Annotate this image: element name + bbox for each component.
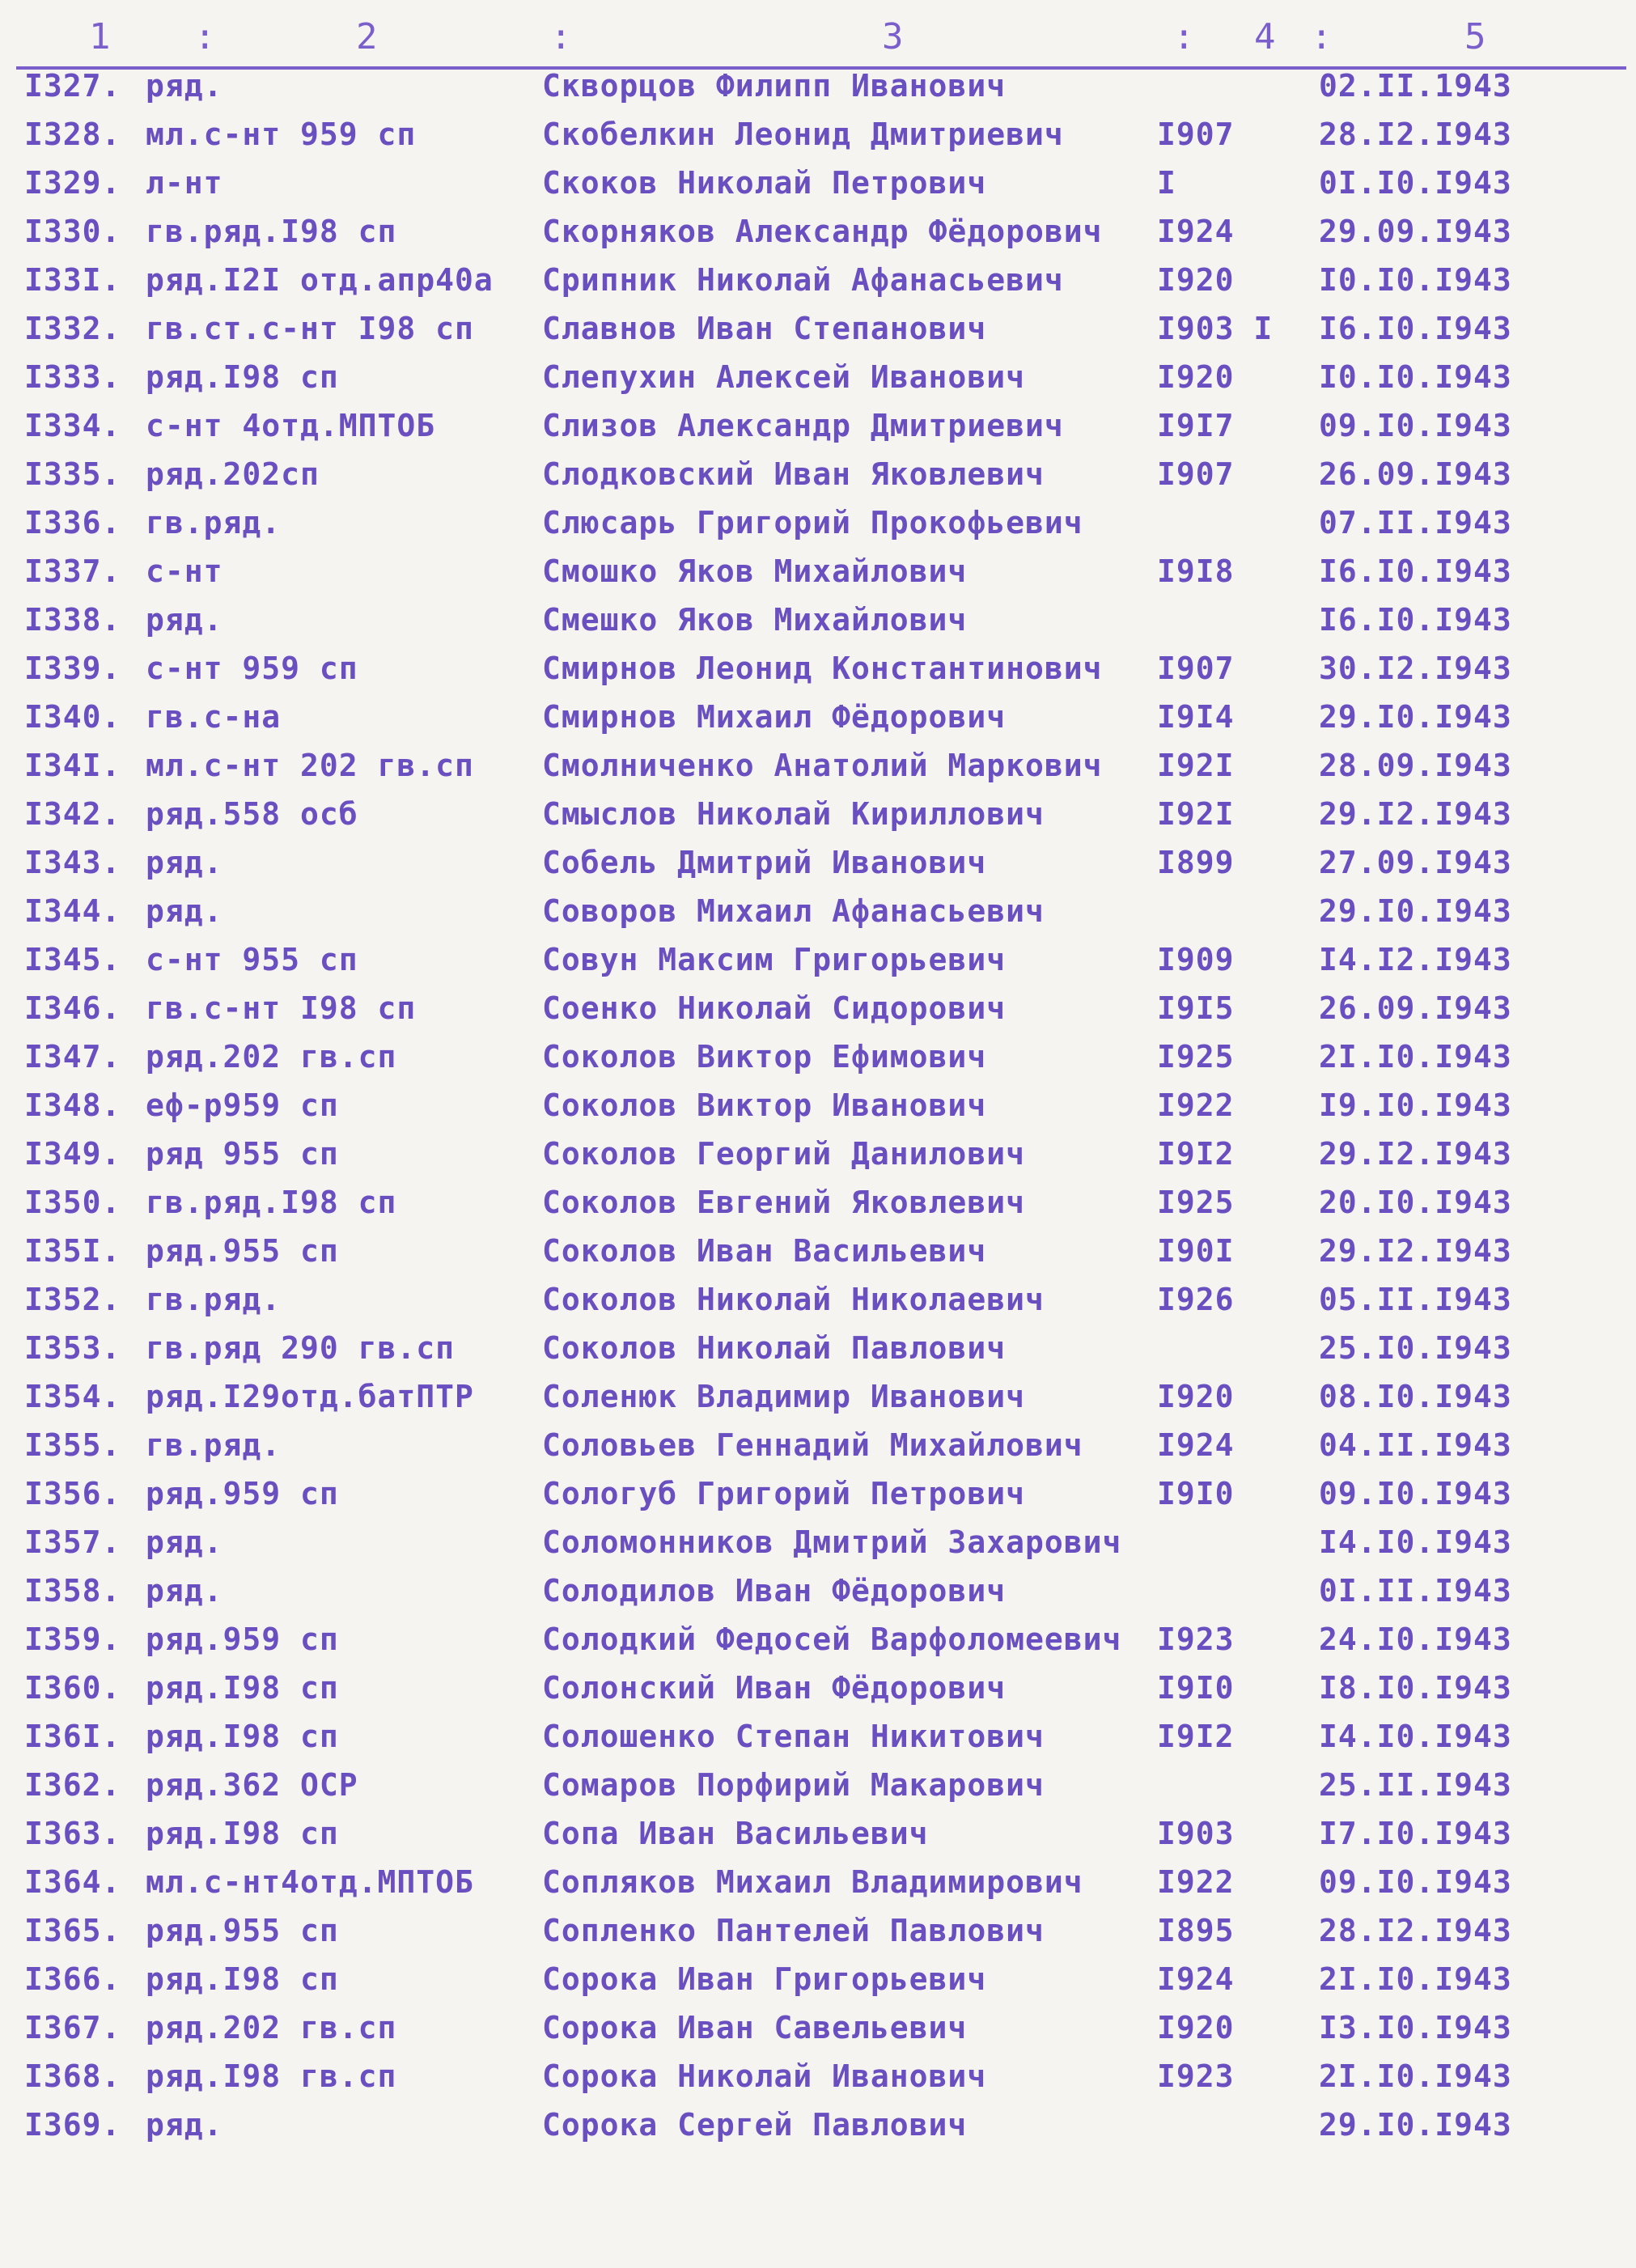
record-row	[0, 107, 1618, 155]
record-rank-unit: ряд.	[146, 1524, 223, 1560]
record-death-date: I7.I0.I943	[1319, 1816, 1512, 1851]
record-row	[0, 1126, 1618, 1175]
record-number: I339.	[24, 651, 121, 686]
record-death-date: I6.I0.I943	[1319, 311, 1512, 346]
record-row	[0, 1272, 1618, 1321]
record-birth-year: I920	[1157, 262, 1235, 298]
record-full-name: Скворцов Филипп Иванович	[542, 68, 1007, 104]
record-death-date: 20.I0.I943	[1319, 1185, 1512, 1220]
record-row	[0, 884, 1618, 932]
record-full-name: Сорока Сергей Павлович	[542, 2107, 968, 2143]
record-birth-year: I922	[1157, 1087, 1235, 1123]
record-birth-year: I924	[1157, 214, 1235, 249]
record-full-name: Соколов Евгений Яковлевич	[542, 1185, 1025, 1220]
record-birth-year: I925	[1157, 1185, 1235, 1220]
record-full-name: Смирнов Леонид Константинович	[542, 651, 1103, 686]
record-number: I327.	[24, 68, 121, 104]
record-row	[0, 1466, 1618, 1515]
record-rank-unit: мл.с-нт 202 гв.сп	[146, 748, 474, 783]
record-death-date: 0I.I0.I943	[1319, 165, 1512, 201]
record-rank-unit: ряд.	[146, 893, 223, 929]
record-full-name: Смыслов Николай Кириллович	[542, 796, 1045, 832]
record-row	[0, 58, 1618, 107]
record-row	[0, 155, 1618, 204]
record-rank-unit: ряд.I98 сп	[146, 359, 339, 395]
record-full-name: Сорока Николай Иванович	[542, 2058, 987, 2094]
record-row	[0, 2097, 1618, 2146]
record-row	[0, 350, 1618, 398]
record-birth-year: I9I8	[1157, 553, 1235, 589]
record-death-date: 04.II.I943	[1319, 1427, 1512, 1463]
record-birth-year: I907	[1157, 456, 1235, 492]
record-rank-unit: ряд.955 сп	[146, 1913, 339, 1948]
record-death-date: I0.I0.I943	[1319, 262, 1512, 298]
record-full-name: Солодкий Федосей Варфоломеевич	[542, 1622, 1122, 1657]
record-rank-unit: ряд.202сп	[146, 456, 320, 492]
record-row	[0, 738, 1618, 786]
record-birth-year: I92I	[1157, 796, 1235, 832]
record-full-name: Соенко Николай Сидорович	[542, 990, 1007, 1026]
record-rank-unit: гв.ряд.	[146, 1282, 282, 1317]
record-full-name: Солонский Иван Фёдорович	[542, 1670, 1007, 1706]
record-number: I340.	[24, 699, 121, 735]
column-separator: :	[1173, 16, 1197, 57]
record-birth-year: I907	[1157, 117, 1235, 152]
record-number: I347.	[24, 1039, 121, 1075]
record-rank-unit: мл.с-нт 959 сп	[146, 117, 417, 152]
record-number: I368.	[24, 2058, 121, 2094]
record-birth-year: I907	[1157, 651, 1235, 686]
record-birth-year: I924	[1157, 1427, 1235, 1463]
record-death-date: 29.I2.I943	[1319, 1136, 1512, 1172]
record-full-name: Соловьев Геннадий Михайлович	[542, 1427, 1083, 1463]
record-row	[0, 641, 1618, 689]
record-full-name: Скорняков Александр Фёдорович	[542, 214, 1103, 249]
record-death-date: 29.I2.I943	[1319, 1233, 1512, 1269]
record-row	[0, 1855, 1618, 1903]
record-row	[0, 1563, 1618, 1612]
record-death-date: I4.I2.I943	[1319, 942, 1512, 977]
record-death-date: 29.I0.I943	[1319, 699, 1512, 735]
record-birth-year: I9I7	[1157, 408, 1235, 443]
record-death-date: 05.II.I943	[1319, 1282, 1512, 1317]
record-death-date: 29.I0.I943	[1319, 2107, 1512, 2143]
record-full-name: Сомаров Порфирий Макарович	[542, 1767, 1045, 1803]
record-rank-unit: ряд.955 сп	[146, 1233, 339, 1269]
record-full-name: Сорока Иван Григорьевич	[542, 1961, 987, 1997]
record-row	[0, 1757, 1618, 1806]
record-rank-unit: ряд.202 гв.сп	[146, 2010, 397, 2045]
record-full-name: Соколов Николай Павлович	[542, 1330, 1007, 1366]
record-full-name: Соколов Иван Васильевич	[542, 1233, 987, 1269]
record-row	[0, 932, 1618, 981]
record-row	[0, 2000, 1618, 2049]
record-full-name: Соколов Виктор Ефимович	[542, 1039, 987, 1075]
record-death-date: 25.I0.I943	[1319, 1330, 1512, 1366]
record-full-name: Смошко Яков Михайлович	[542, 553, 968, 589]
record-death-date: 07.II.I943	[1319, 505, 1512, 541]
record-number: I344.	[24, 893, 121, 929]
record-death-date: 09.I0.I943	[1319, 408, 1512, 443]
record-full-name: Скоков Николай Петрович	[542, 165, 987, 201]
record-full-name: Сопа Иван Васильевич	[542, 1816, 929, 1851]
record-birth-year: I9I4	[1157, 699, 1235, 735]
record-number: I337.	[24, 553, 121, 589]
record-rank-unit: ряд.	[146, 68, 223, 104]
record-death-date: 28.I2.I943	[1319, 117, 1512, 152]
record-row	[0, 1078, 1618, 1126]
record-full-name: Смешко Яков Михайлович	[542, 602, 968, 638]
record-number: I366.	[24, 1961, 121, 1997]
record-birth-year: I920	[1157, 1379, 1235, 1414]
record-birth-year: I903 I	[1157, 311, 1274, 346]
record-death-date: 2I.I0.I943	[1319, 2058, 1512, 2094]
record-rank-unit: гв.ряд.	[146, 505, 282, 541]
record-rank-unit: с-нт 959 сп	[146, 651, 358, 686]
record-death-date: 27.09.I943	[1319, 845, 1512, 880]
record-rank-unit: с-нт 4отд.МПТОБ	[146, 408, 436, 443]
column-header-5: 5	[1464, 16, 1488, 57]
record-rank-unit: гв.с-нт I98 сп	[146, 990, 417, 1026]
record-row	[0, 1903, 1618, 1952]
record-full-name: Сологуб Григорий Петрович	[542, 1476, 1025, 1511]
record-number: I360.	[24, 1670, 121, 1706]
record-number: I358.	[24, 1573, 121, 1609]
record-birth-year: I90I	[1157, 1233, 1235, 1269]
record-birth-year: I92I	[1157, 748, 1235, 783]
record-birth-year: I899	[1157, 845, 1235, 880]
record-full-name: Соколов Виктор Иванович	[542, 1087, 987, 1123]
record-full-name: Славнов Иван Степанович	[542, 311, 987, 346]
record-full-name: Слизов Александр Дмитриевич	[542, 408, 1064, 443]
record-rank-unit: ряд.959 сп	[146, 1476, 339, 1511]
record-death-date: 26.09.I943	[1319, 456, 1512, 492]
record-number: I332.	[24, 311, 121, 346]
record-number: I343.	[24, 845, 121, 880]
record-number: I336.	[24, 505, 121, 541]
record-row	[0, 1175, 1618, 1223]
record-rank-unit: ряд 955 сп	[146, 1136, 339, 1172]
record-row	[0, 1806, 1618, 1855]
record-full-name: Соломонников Дмитрий Захарович	[542, 1524, 1122, 1560]
record-full-name: Соколов Георгий Данилович	[542, 1136, 1025, 1172]
record-full-name: Смолниченко Анатолий Маркович	[542, 748, 1103, 783]
record-number: I335.	[24, 456, 121, 492]
record-death-date: I4.I0.I943	[1319, 1719, 1512, 1754]
record-full-name: Слодковский Иван Яковлевич	[542, 456, 1045, 492]
record-number: I346.	[24, 990, 121, 1026]
record-number: I345.	[24, 942, 121, 977]
record-rank-unit: ряд.	[146, 602, 223, 638]
record-number: I35I.	[24, 1233, 121, 1269]
record-birth-year: I923	[1157, 2058, 1235, 2094]
record-death-date: 29.09.I943	[1319, 214, 1512, 249]
record-full-name: Слюсарь Григорий Прокофьевич	[542, 505, 1083, 541]
record-full-name: Смирнов Михаил Фёдорович	[542, 699, 1007, 735]
record-full-name: Соворов Михаил Афанасьевич	[542, 893, 1045, 929]
record-full-name: Соленюк Владимир Иванович	[542, 1379, 1025, 1414]
record-full-name: Собель Дмитрий Иванович	[542, 845, 987, 880]
record-death-date: I3.I0.I943	[1319, 2010, 1512, 2045]
record-rank-unit: ряд.362 ОСР	[146, 1767, 358, 1803]
record-rank-unit: ряд.	[146, 2107, 223, 2143]
record-death-date: 2I.I0.I943	[1319, 1039, 1512, 1075]
record-rank-unit: ряд.I98 сп	[146, 1816, 339, 1851]
record-birth-year: I909	[1157, 942, 1235, 977]
record-number: I357.	[24, 1524, 121, 1560]
column-header-4: 4	[1254, 16, 1278, 57]
record-rank-unit: ряд.	[146, 1573, 223, 1609]
record-birth-year: I920	[1157, 359, 1235, 395]
record-row	[0, 398, 1618, 447]
record-row	[0, 204, 1618, 252]
record-number: I359.	[24, 1622, 121, 1657]
record-row	[0, 1029, 1618, 1078]
record-full-name: Сопленко Пантелей Павлович	[542, 1913, 1045, 1948]
record-row	[0, 1612, 1618, 1660]
record-row	[0, 1709, 1618, 1757]
record-rank-unit: мл.с-нт4отд.МПТОБ	[146, 1864, 474, 1900]
record-row	[0, 592, 1618, 641]
record-rank-unit: ряд.202 гв.сп	[146, 1039, 397, 1075]
column-separator: :	[1311, 16, 1334, 57]
record-row	[0, 252, 1618, 301]
record-rank-unit: ряд.I29отд.батПТР	[146, 1379, 474, 1414]
record-death-date: 02.II.1943	[1319, 68, 1512, 104]
column-header-3: 3	[882, 16, 905, 57]
record-number: I362.	[24, 1767, 121, 1803]
record-number: I350.	[24, 1185, 121, 1220]
record-full-name: Скобелкин Леонид Дмитриевич	[542, 117, 1064, 152]
record-death-date: 09.I0.I943	[1319, 1476, 1512, 1511]
record-rank-unit: ряд.	[146, 845, 223, 880]
record-number: I34I.	[24, 748, 121, 783]
record-rank-unit: гв.ряд 290 гв.сп	[146, 1330, 456, 1366]
record-row	[0, 835, 1618, 884]
record-birth-year: I	[1157, 165, 1176, 201]
record-number: I354.	[24, 1379, 121, 1414]
record-number: I369.	[24, 2107, 121, 2143]
record-rank-unit: ряд.I2I отд.апр40а	[146, 262, 494, 298]
record-number: I333.	[24, 359, 121, 395]
record-rank-unit: гв.с-на	[146, 699, 282, 735]
record-rank-unit: ряд.959 сп	[146, 1622, 339, 1657]
record-death-date: 09.I0.I943	[1319, 1864, 1512, 1900]
record-death-date: 25.II.I943	[1319, 1767, 1512, 1803]
record-number: I33I.	[24, 262, 121, 298]
record-row	[0, 544, 1618, 592]
column-separator: :	[550, 16, 574, 57]
record-death-date: 29.I0.I943	[1319, 893, 1512, 929]
record-birth-year: I924	[1157, 1961, 1235, 1997]
record-row	[0, 495, 1618, 544]
record-number: I349.	[24, 1136, 121, 1172]
record-death-date: I9.I0.I943	[1319, 1087, 1512, 1123]
record-rank-unit: ряд.I98 сп	[146, 1670, 339, 1706]
record-row	[0, 1952, 1618, 2000]
record-number: I352.	[24, 1282, 121, 1317]
record-birth-year: I925	[1157, 1039, 1235, 1075]
record-birth-year: I926	[1157, 1282, 1235, 1317]
record-number: I329.	[24, 165, 121, 201]
record-row	[0, 1418, 1618, 1466]
record-row	[0, 447, 1618, 495]
record-rank-unit: ряд.I98 гв.сп	[146, 2058, 397, 2094]
record-birth-year: I922	[1157, 1864, 1235, 1900]
record-rank-unit: ряд.I98 сп	[146, 1719, 339, 1754]
record-rank-unit: с-нт	[146, 553, 223, 589]
record-number: I365.	[24, 1913, 121, 1948]
record-row	[0, 981, 1618, 1029]
record-row	[0, 1660, 1618, 1709]
record-birth-year: I895	[1157, 1913, 1235, 1948]
records-list	[0, 58, 1618, 2146]
record-number: I356.	[24, 1476, 121, 1511]
record-full-name: Солошенко Степан Никитович	[542, 1719, 1045, 1754]
record-number: I330.	[24, 214, 121, 249]
record-full-name: Солодилов Иван Фёдорович	[542, 1573, 1007, 1609]
record-death-date: 29.I2.I943	[1319, 796, 1512, 832]
record-death-date: I8.I0.I943	[1319, 1670, 1512, 1706]
record-death-date: 2I.I0.I943	[1319, 1961, 1512, 1997]
record-row	[0, 1369, 1618, 1418]
record-full-name: Слепухин Алексей Иванович	[542, 359, 1025, 395]
record-full-name: Совун Максим Григорьевич	[542, 942, 1007, 977]
record-full-name: Сопляков Михаил Владимирович	[542, 1864, 1083, 1900]
record-rank-unit: ряд.I98 сп	[146, 1961, 339, 1997]
record-death-date: I6.I0.I943	[1319, 553, 1512, 589]
record-number: I363.	[24, 1816, 121, 1851]
record-birth-year: I9I0	[1157, 1670, 1235, 1706]
record-birth-year: I9I2	[1157, 1136, 1235, 1172]
record-number: I328.	[24, 117, 121, 152]
record-row	[0, 2049, 1618, 2097]
record-death-date: 0I.II.I943	[1319, 1573, 1512, 1609]
record-birth-year: I903	[1157, 1816, 1235, 1851]
record-rank-unit: ряд.558 осб	[146, 796, 358, 832]
record-birth-year: I9I5	[1157, 990, 1235, 1026]
record-number: I355.	[24, 1427, 121, 1463]
column-header-1: 1	[89, 16, 112, 57]
record-death-date: 28.I2.I943	[1319, 1913, 1512, 1948]
record-rank-unit: еф-р959 сп	[146, 1087, 339, 1123]
record-full-name: Соколов Николай Николаевич	[542, 1282, 1045, 1317]
record-death-date: 28.09.I943	[1319, 748, 1512, 783]
record-death-date: 26.09.I943	[1319, 990, 1512, 1026]
record-birth-year: I923	[1157, 1622, 1235, 1657]
record-rank-unit: гв.ряд.I98 сп	[146, 1185, 397, 1220]
record-full-name: Сорока Иван Савельевич	[542, 2010, 968, 2045]
record-death-date: 30.I2.I943	[1319, 651, 1512, 686]
record-number: I334.	[24, 408, 121, 443]
record-row	[0, 1223, 1618, 1272]
record-row	[0, 1321, 1618, 1369]
record-number: I348.	[24, 1087, 121, 1123]
record-rank-unit: гв.ст.с-нт I98 сп	[146, 311, 474, 346]
record-rank-unit: с-нт 955 сп	[146, 942, 358, 977]
record-birth-year: I9I2	[1157, 1719, 1235, 1754]
record-row	[0, 301, 1618, 350]
record-number: I342.	[24, 796, 121, 832]
column-header-2: 2	[356, 16, 379, 57]
record-row	[0, 1515, 1618, 1563]
record-death-date: I6.I0.I943	[1319, 602, 1512, 638]
record-row	[0, 786, 1618, 835]
column-separator: :	[194, 16, 218, 57]
record-death-date: 24.I0.I943	[1319, 1622, 1512, 1657]
record-number: I364.	[24, 1864, 121, 1900]
record-birth-year: I920	[1157, 2010, 1235, 2045]
record-number: I353.	[24, 1330, 121, 1366]
record-rank-unit: л-нт	[146, 165, 223, 201]
record-rank-unit: гв.ряд.I98 сп	[146, 214, 397, 249]
record-birth-year: I9I0	[1157, 1476, 1235, 1511]
record-row	[0, 689, 1618, 738]
record-full-name: Срипник Николай Афанасьевич	[542, 262, 1064, 298]
record-death-date: I0.I0.I943	[1319, 359, 1512, 395]
record-rank-unit: гв.ряд.	[146, 1427, 282, 1463]
record-number: I36I.	[24, 1719, 121, 1754]
record-death-date: 08.I0.I943	[1319, 1379, 1512, 1414]
record-number: I338.	[24, 602, 121, 638]
record-death-date: I4.I0.I943	[1319, 1524, 1512, 1560]
record-number: I367.	[24, 2010, 121, 2045]
